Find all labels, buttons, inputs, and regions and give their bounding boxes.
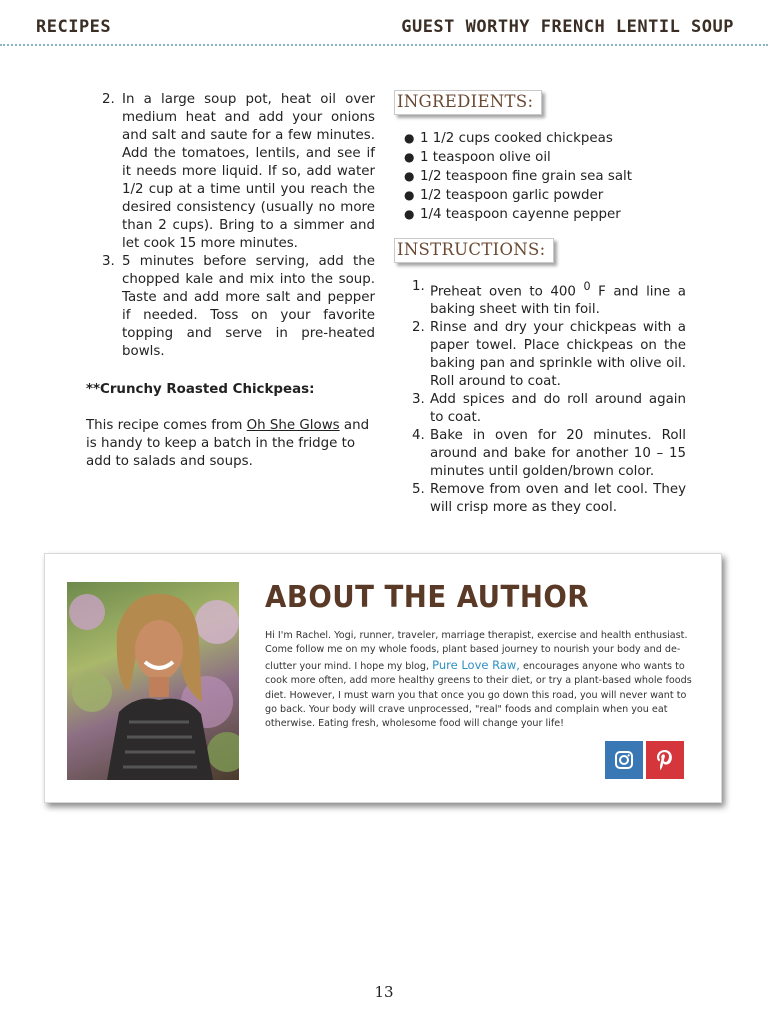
instagram-button[interactable] [605, 741, 643, 779]
soup-steps-list [86, 91, 375, 361]
header-recipe-title: GUEST WORTHY FRENCH LENTIL SOUP [401, 17, 734, 37]
list-item [394, 481, 686, 517]
about-author-card [44, 553, 722, 803]
bullet-icon: ● [404, 169, 415, 183]
degree-mark: 0 [583, 280, 591, 293]
list-item [394, 319, 686, 391]
step-text: Preheat oven to 400 [430, 284, 584, 300]
step-text: Add spices and do roll around again to coat. [430, 392, 686, 426]
step-text: Bake in oven for 20 minutes. Roll around and bake for another 10 – 15 minutes until golden/brown color. [430, 428, 686, 480]
list-item [394, 205, 686, 224]
list-item [394, 129, 686, 148]
ingredient-text: 1 1/2 cups cooked chickpeas [420, 131, 613, 146]
step-text: 5 minutes before serving, add the chopped kale and mix into the soup. Taste and add more salt and pepper if needed. Toss on your favorite topping and serve in pre-heated bowls. [122, 254, 375, 359]
right-column [394, 90, 686, 517]
chickpeas-subheading: **Crunchy Roasted Chickpeas: [86, 382, 315, 397]
list-item [394, 391, 686, 427]
bullet-icon: ● [404, 188, 415, 202]
ingredients-list [394, 129, 686, 224]
step-number: 3. [412, 392, 425, 408]
step-number: 1. [412, 279, 425, 294]
left-column [86, 91, 375, 471]
step-text: F and line a baking sheet with tin foil. [430, 284, 686, 318]
author-section-title: ABOUT THE AUTHOR [265, 580, 590, 615]
bio-text: encourages anyone who wants to cook more often, add more healthy greens to their diet, or try a plant-based whole foods diet. However, I must warn you that once you go down this road, you will never want to go back. Your body will crave unprocessed, "real" foods and complain when you eat otherwise. Eating fresh, wholesome food will change your life! [265, 660, 692, 730]
author-portrait-illustration [67, 582, 239, 780]
bullet-icon: ● [404, 207, 415, 221]
ingredient-text: 1/2 teaspoon fine grain sea salt [420, 169, 633, 184]
list-item [394, 278, 686, 319]
instagram-icon [614, 750, 634, 770]
step-number: 3. [102, 254, 115, 269]
list-item [86, 253, 375, 361]
instructions-list [394, 278, 686, 517]
pinterest-button[interactable] [646, 741, 684, 779]
chickpeas-intro [86, 417, 375, 471]
header-section-label: RECIPES [36, 17, 112, 37]
instructions-heading: INSTRUCTIONS: [394, 238, 554, 263]
list-item [394, 186, 686, 205]
ingredient-text: 1 teaspoon olive oil [420, 150, 551, 165]
step-text: Rinse and dry your chickpeas with a paper towel. Place chickpeas on the baking pan and sprinkle with olive oil. Roll around to coat. [430, 320, 686, 390]
ingredient-text: 1/4 teaspoon cayenne pepper [420, 207, 621, 222]
author-photo [67, 582, 239, 780]
step-number: 2. [102, 92, 115, 107]
bullet-icon: ● [404, 131, 415, 145]
intro-text: This recipe comes from [86, 418, 247, 433]
author-bio [265, 629, 697, 732]
ingredient-text: 1/2 teaspoon garlic powder [420, 188, 604, 203]
page-number: 13 [374, 983, 394, 1001]
bullet-icon: ● [404, 150, 415, 164]
header-divider [0, 44, 768, 46]
step-number: 5. [412, 482, 425, 498]
step-text: In a large soup pot, heat oil over medium heat and add your onions and salt and saute for a few minutes. Add the tomatoes, lentils, and see if it needs more liquid. If so, add water 1/2 cup at a time until you reach the desired consistency (usually no more than 2 cups). Bring to a simmer and let cook 15 more minutes. [122, 92, 375, 251]
step-number: 2. [412, 320, 425, 336]
list-item [394, 148, 686, 167]
list-item [86, 91, 375, 253]
list-item [394, 167, 686, 186]
pure-love-raw-link[interactable]: Pure Love Raw, [432, 657, 520, 672]
step-number: 4. [412, 428, 425, 444]
list-item [394, 427, 686, 481]
pinterest-icon [655, 749, 675, 771]
intro-text: and is handy to keep a batch in the fridge to add to salads and soups. [86, 418, 370, 469]
bio-text: Hi I'm Rachel. Yogi, runner, traveler, marriage therapist, exercise and health enthusiast. Come follow me on my whole foods, plant based journey to nourish your body and de-clutter your mind. I hope my blog, [265, 630, 688, 672]
step-text: Remove from oven and let cool. They will crisp more as they cool. [430, 482, 686, 516]
ingredients-heading: INGREDIENTS: [394, 90, 542, 115]
oh-she-glows-link[interactable]: Oh She Glows [246, 418, 340, 433]
